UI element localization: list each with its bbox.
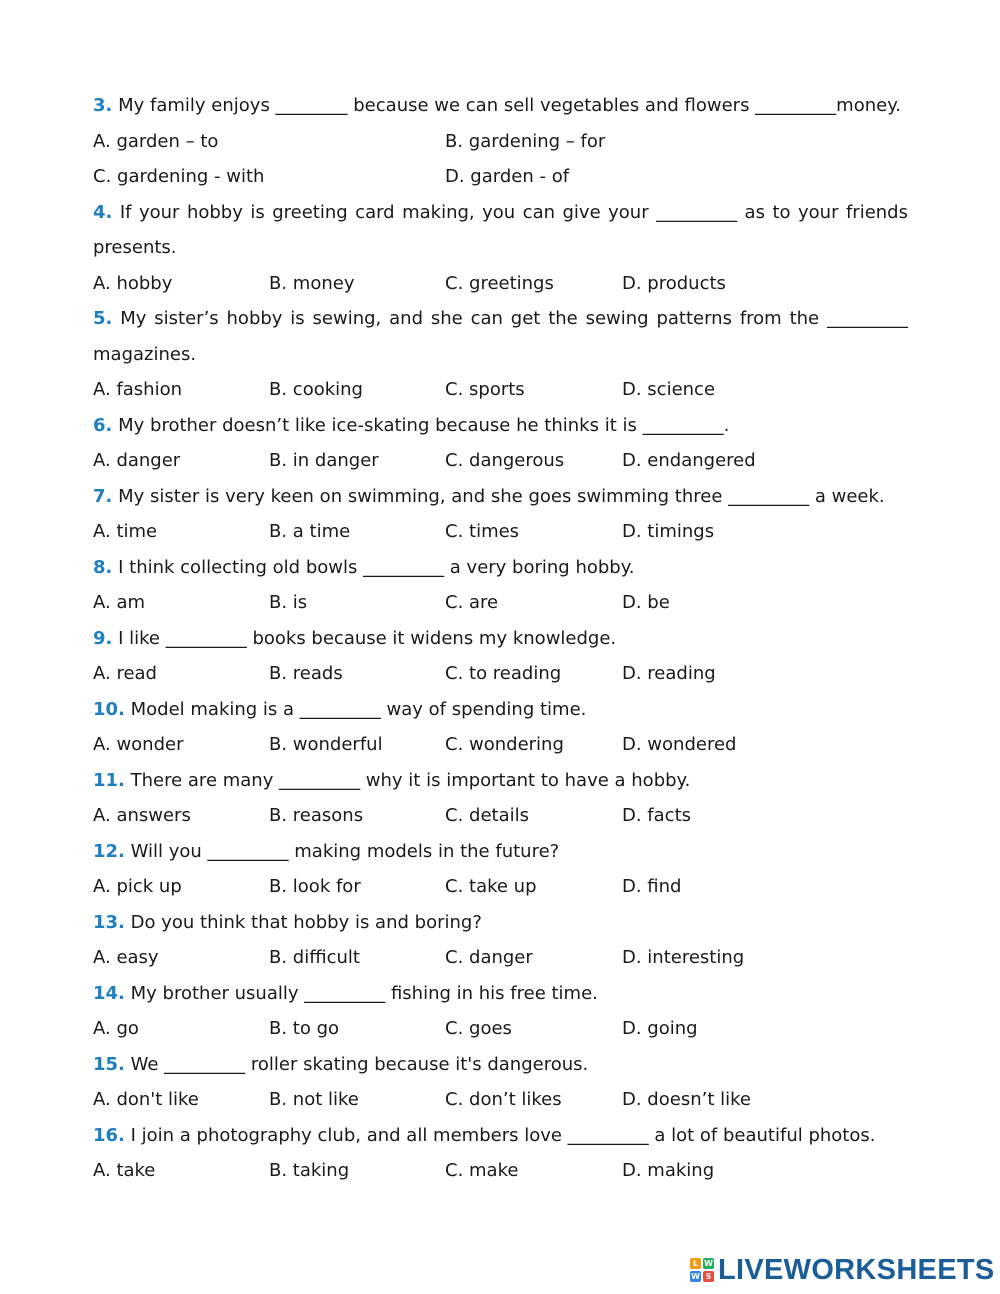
question-text: Will you _________ making models in the future? (130, 840, 560, 862)
answer-option[interactable]: A. wonder (93, 734, 184, 755)
answer-option[interactable]: B. a time (269, 521, 351, 542)
options-row (93, 798, 908, 834)
options-row (93, 940, 908, 976)
options-row (93, 585, 908, 621)
answer-option[interactable]: B. cooking (269, 379, 363, 400)
question-12 (93, 976, 908, 1012)
options-row (93, 656, 908, 692)
answer-option[interactable]: C. goes (445, 1018, 512, 1039)
options-row (93, 266, 908, 302)
question-9 (93, 763, 908, 799)
logo-grid-icon (690, 1258, 714, 1282)
answer-option[interactable]: B. look for (269, 876, 361, 897)
logo-tile-1: L (690, 1258, 701, 1269)
answer-option[interactable]: A. fashion (93, 379, 183, 400)
question-number: 12. (93, 840, 125, 862)
logo-text: LIVEWORKSHEETS (718, 1253, 995, 1286)
question-number: 10. (93, 698, 125, 720)
answer-option[interactable]: D. going (622, 1018, 698, 1039)
answer-option[interactable]: B. reasons (269, 805, 364, 826)
answer-option[interactable]: A. danger (93, 450, 181, 471)
liveworksheets-logo (690, 1252, 995, 1288)
answer-option[interactable]: C. sports (445, 379, 525, 400)
answer-option[interactable]: C. to reading (445, 663, 562, 684)
options-row (93, 124, 908, 160)
answer-option[interactable]: C. make (445, 1160, 519, 1181)
answer-option[interactable]: A. don't like (93, 1089, 199, 1110)
question-number: 5. (93, 308, 113, 329)
question-number: 16. (93, 1124, 125, 1146)
answer-option[interactable]: C. wondering (445, 734, 564, 755)
question-14 (93, 1118, 908, 1154)
answer-option[interactable]: D. endangered (622, 450, 756, 471)
question-number: 6. (93, 414, 113, 436)
answer-option[interactable]: C. are (445, 592, 499, 613)
answer-option[interactable]: A. take (93, 1160, 156, 1181)
answer-option[interactable]: C. details (445, 805, 529, 826)
answer-option[interactable]: B. gardening – for (445, 130, 606, 152)
answer-option[interactable]: B. reads (269, 663, 343, 684)
answer-option[interactable]: A. answers (93, 805, 191, 826)
question-6 (93, 550, 908, 586)
question-number: 13. (93, 911, 125, 933)
answer-option[interactable]: D. doesn’t like (622, 1089, 751, 1110)
options-row (93, 1082, 908, 1118)
answer-option[interactable]: B. is (269, 592, 308, 613)
question-number: 3. (93, 95, 113, 116)
answer-option[interactable]: D. garden - of (445, 166, 570, 187)
worksheet (93, 88, 908, 1189)
question-number: 11. (93, 769, 125, 791)
answer-option[interactable]: C. gardening - with (93, 166, 265, 187)
options-row (93, 372, 908, 408)
question-1 (93, 88, 908, 124)
options-row (93, 1153, 908, 1189)
question-text: If your hobby is greeting card making, you can give your _________ as to your friends presents. (93, 201, 908, 258)
answer-option[interactable]: B. taking (269, 1160, 350, 1181)
question-7 (93, 621, 908, 657)
answer-option[interactable]: A. read (93, 663, 157, 684)
question-text: Do you think that hobby is and boring? (130, 911, 482, 933)
answer-option[interactable]: B. not like (269, 1089, 359, 1110)
question-number: 8. (93, 556, 113, 578)
options-row (93, 514, 908, 550)
question-number: 4. (93, 201, 113, 223)
question-text: My sister is very keen on swimming, and she goes swimming three _________ a week. (118, 485, 885, 507)
answer-option[interactable]: C. greetings (445, 272, 554, 294)
answer-option[interactable]: A. time (93, 521, 158, 542)
answer-option[interactable]: B. to go (269, 1018, 340, 1039)
question-text: My family enjoys ________ because we can sell vegetables and flowers _________money. (118, 95, 902, 116)
options-row (93, 1011, 908, 1047)
question-text: Model making is a _________ way of spending time. (130, 698, 587, 720)
answer-option[interactable]: B. wonderful (269, 734, 383, 755)
answer-option[interactable]: B. in danger (269, 450, 379, 471)
answer-option[interactable]: D. wondered (622, 734, 737, 755)
answer-option[interactable]: A. go (93, 1018, 139, 1039)
answer-option[interactable]: A. pick up (93, 876, 182, 897)
answer-option[interactable]: B. money (269, 272, 355, 294)
question-5 (93, 479, 908, 515)
answer-option[interactable]: A. garden – to (93, 130, 219, 152)
question-4 (93, 408, 908, 444)
answer-option[interactable]: A. easy (93, 947, 159, 968)
question-number: 15. (93, 1053, 125, 1075)
answer-option[interactable]: D. reading (622, 663, 716, 684)
answer-option[interactable]: D. facts (622, 805, 692, 826)
question-text: My sister’s hobby is sewing, and she can get the sewing patterns from the _________ magazines. (93, 308, 908, 365)
answer-option[interactable]: C. dangerous (445, 450, 565, 471)
options-row (93, 159, 908, 195)
question-number: 14. (93, 982, 125, 1004)
question-3 (93, 301, 908, 372)
answer-option[interactable]: D. find (622, 876, 682, 897)
question-text: My brother usually _________ fishing in his free time. (130, 982, 598, 1004)
question-number: 7. (93, 485, 113, 507)
logo-tile-2: W (704, 1259, 713, 1268)
question-8 (93, 692, 908, 728)
question-2 (93, 195, 908, 266)
options-row (93, 869, 908, 905)
options-row (93, 443, 908, 479)
question-10 (93, 834, 908, 870)
question-text: I think collecting old bowls _________ a very boring hobby. (118, 556, 635, 578)
answer-option[interactable]: D. timings (622, 521, 715, 542)
answer-option[interactable]: D. be (622, 592, 670, 613)
question-text: There are many _________ why it is important to have a hobby. (130, 769, 691, 791)
logo-tile-4: S (703, 1271, 714, 1282)
answer-option[interactable]: D. making (622, 1160, 715, 1181)
options-row (93, 727, 908, 763)
answer-option[interactable]: C. take up (445, 876, 537, 897)
answer-option[interactable]: D. science (622, 379, 716, 400)
question-text: I join a photography club, and all members love _________ a lot of beautiful photos. (130, 1124, 876, 1146)
question-text: My brother doesn’t like ice-skating because he thinks it is _________. (118, 414, 730, 436)
question-number: 9. (93, 627, 113, 649)
answer-option[interactable]: B. difficult (269, 947, 360, 968)
question-11 (93, 905, 908, 941)
question-13 (93, 1047, 908, 1083)
answer-option[interactable]: A. hobby (93, 272, 173, 294)
answer-option[interactable]: C. don’t likes (445, 1089, 562, 1110)
answer-option[interactable]: C. times (445, 521, 520, 542)
question-text: I like _________ books because it widens my knowledge. (118, 627, 617, 649)
answer-option[interactable]: D. products (622, 272, 726, 294)
answer-option[interactable]: C. danger (445, 947, 533, 968)
logo-tile-3: W (691, 1272, 700, 1281)
question-text: We _________ roller skating because it's dangerous. (130, 1053, 589, 1075)
answer-option[interactable]: A. am (93, 592, 146, 613)
answer-option[interactable]: D. interesting (622, 947, 745, 968)
